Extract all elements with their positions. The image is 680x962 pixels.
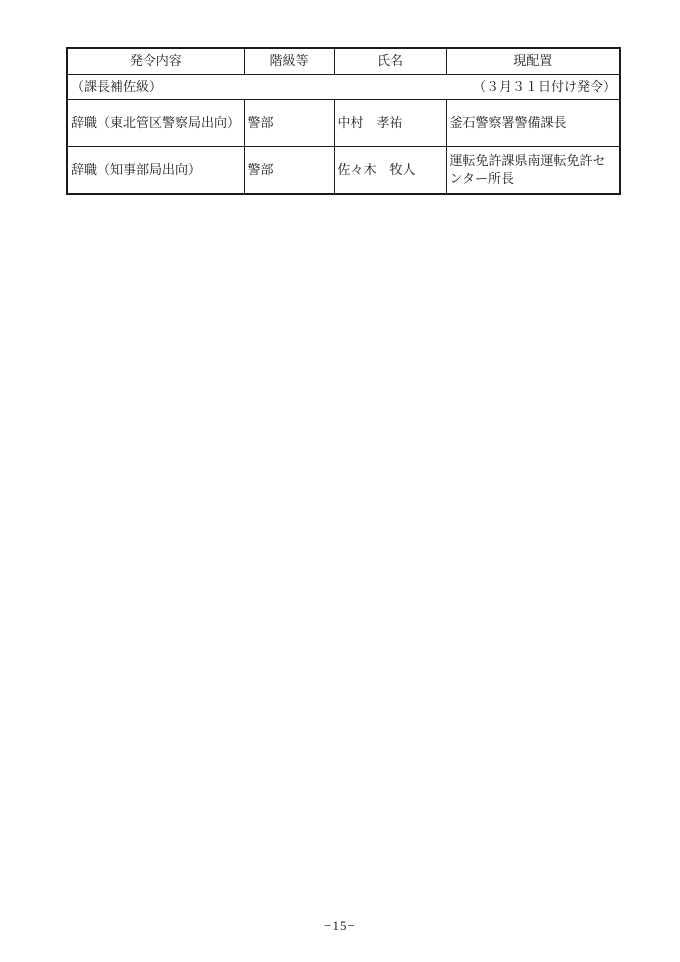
table-row bbox=[67, 146, 620, 194]
cell-assignment: 釜石警察署警備課長 bbox=[446, 99, 620, 146]
header-cell-name: 氏名 bbox=[334, 48, 446, 74]
header-cell-rank: 階級等 bbox=[244, 48, 334, 74]
subheader-cell bbox=[67, 74, 620, 99]
header-cell-content: 発令内容 bbox=[67, 48, 244, 74]
personnel-announcement-table bbox=[66, 47, 621, 195]
cell-name: 佐々木 牧人 bbox=[334, 146, 446, 194]
cell-content: 辞職（東北管区警察局出向） bbox=[67, 99, 244, 146]
header-cell-assignment: 現配置 bbox=[446, 48, 620, 74]
subheader-date-label: （３月３１日付け発令） bbox=[472, 78, 616, 94]
table-subheader-row bbox=[67, 74, 620, 99]
table-row bbox=[67, 99, 620, 146]
table-header-row bbox=[67, 48, 620, 74]
cell-rank: 警部 bbox=[244, 99, 334, 146]
cell-assignment: 運転免許課県南運転免許センター所長 bbox=[446, 146, 620, 194]
cell-content: 辞職（知事部局出向） bbox=[67, 146, 244, 194]
cell-rank: 警部 bbox=[244, 146, 334, 194]
page-number: −15− bbox=[324, 918, 356, 933]
cell-name: 中村 孝祐 bbox=[334, 99, 446, 146]
subheader-grade-label: （課長補佐級） bbox=[71, 78, 163, 94]
